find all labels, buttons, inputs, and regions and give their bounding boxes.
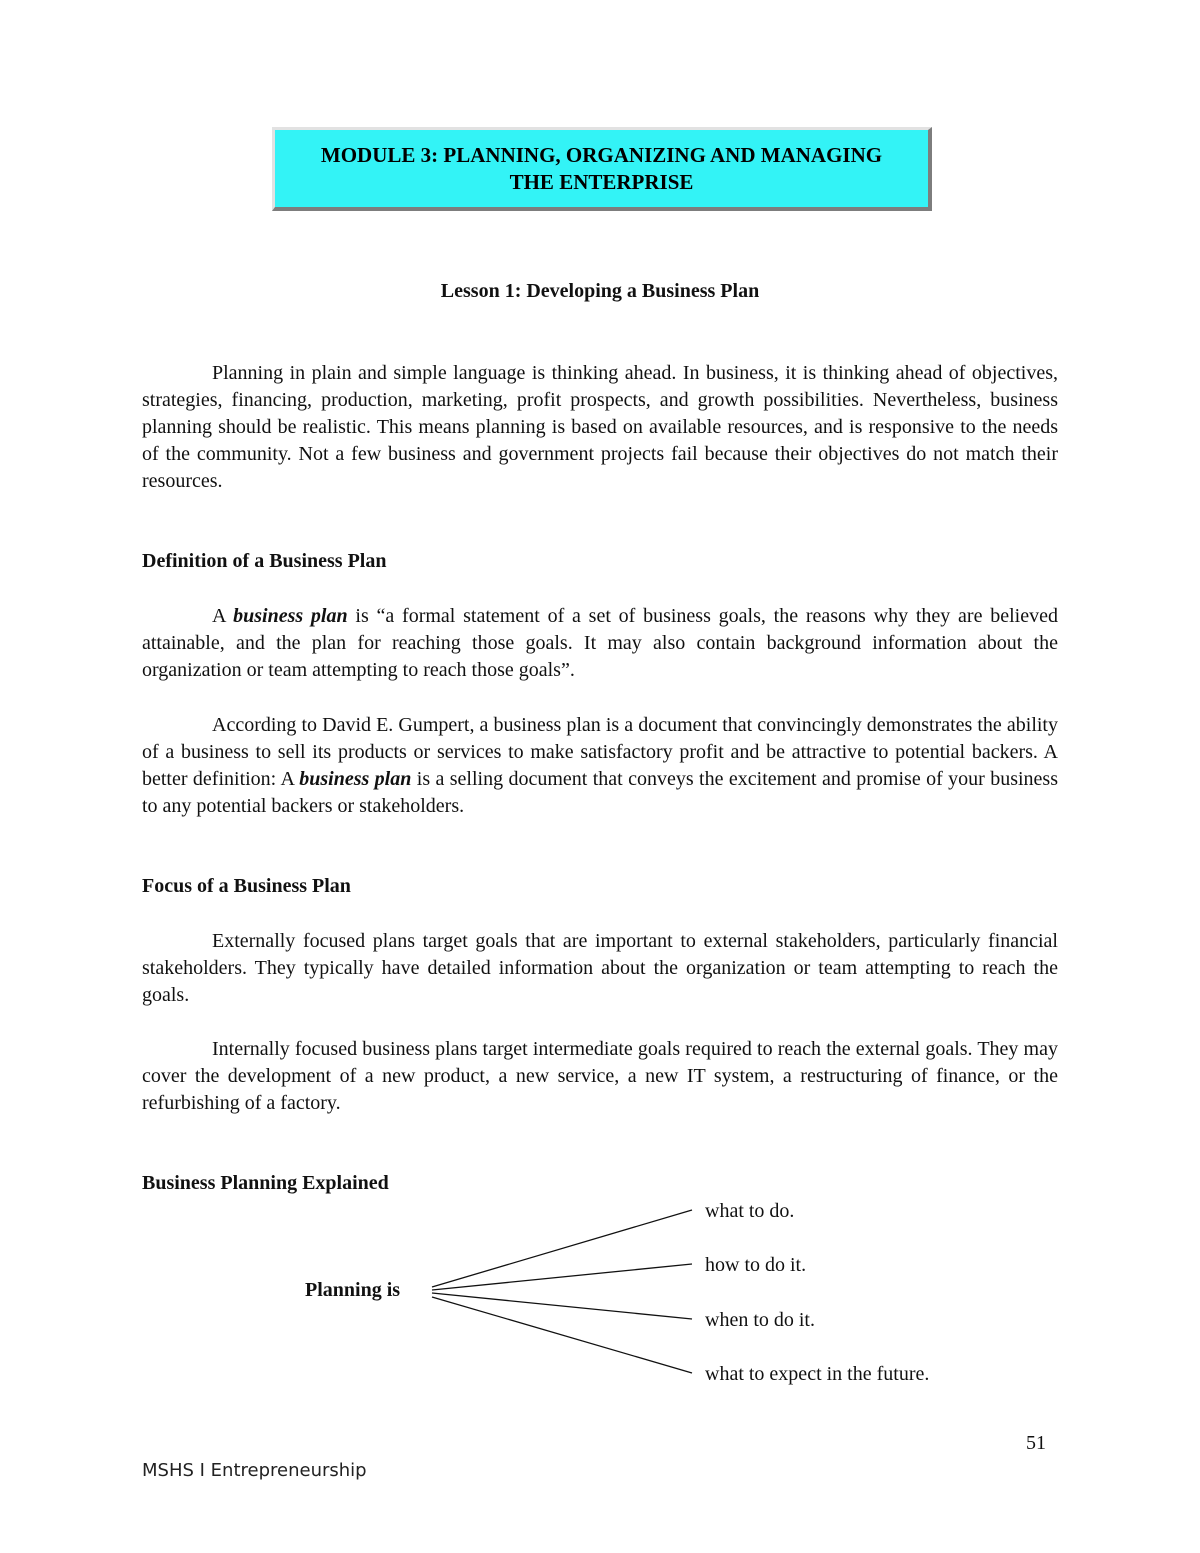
- planning-heading: Business Planning Explained: [142, 1172, 389, 1194]
- branch-label-4: what to expect in the future.: [705, 1363, 930, 1385]
- focus-paragraph-2: Internally focused business plans target intermediate goals required to reach the external goals. They may cover the development of a new product, a new service, a new IT system, a restructuring of finance, or the refurbishing of a factory.: [142, 1038, 1058, 1114]
- definition-p2-start: According to David E. Gumpert, a business plan is a document that convincingly demonstrates the ability of a business to sell its products or services to make satisfactory profit and be attractive to potential backers. A better definition: A: [142, 714, 1058, 790]
- module-title-line2: THE ENTERPRISE: [509, 169, 694, 194]
- definition-heading: Definition of a Business Plan: [142, 550, 387, 572]
- branch-label-1: what to do.: [705, 1200, 795, 1222]
- focus-paragraph-1: Externally focused plans target goals that are important to external stakeholders, particularly financial stakeholders. They typically have detailed information about the organization or team attempting to reach the goals.: [142, 930, 1058, 1006]
- module-title-line1: MODULE 3: PLANNING, ORGANIZING AND MANAGING: [320, 142, 883, 167]
- branch-line-2: [432, 1264, 692, 1290]
- lesson-title: Lesson 1: Developing a Business Plan: [440, 280, 760, 302]
- definition-paragraph-1: [142, 603, 1058, 684]
- branch-label-3: when to do it.: [705, 1309, 815, 1331]
- business-plan-term-2: business plan: [299, 768, 412, 790]
- planning-diagram: [300, 1195, 1000, 1395]
- definition-p2-rest: is a selling document that conveys the excitement and promise of your business to any potential backers or stakeholders.: [142, 768, 1058, 817]
- module-title-box: [272, 127, 932, 211]
- definition-p1-rest: is “a formal statement of a set of business goals, the reasons why they are believed attainable, and the plan for reaching those goals. It may also contain background information about the organization or team attempting to reach those goals”.: [142, 605, 1058, 681]
- definition-p1-start: A: [212, 605, 234, 627]
- intro-paragraph: Planning in plain and simple language is thinking ahead. In business, it is thinking ahead of objectives, strategies, financing, production, marketing, profit prospects, and growth possibilities. Nevertheless, business planning should be realistic. This means planning is based on available resources, and is responsive to the needs of the community. Not a few business and government projects fail because their objectives do not match their resources.: [142, 362, 1058, 492]
- branch-line-4: [432, 1297, 692, 1373]
- branch-line-1: [432, 1210, 692, 1287]
- page-number: 51: [1026, 1432, 1046, 1454]
- focus-heading: Focus of a Business Plan: [142, 875, 351, 897]
- definition-paragraph-2: [142, 712, 1058, 820]
- branch-label-2: how to do it.: [705, 1254, 807, 1276]
- business-plan-term: business plan: [233, 605, 348, 627]
- planning-root-label: Planning is: [305, 1279, 401, 1301]
- page-footer: MSHS I Entrepreneurship: [142, 1460, 367, 1481]
- branch-line-3: [432, 1293, 692, 1319]
